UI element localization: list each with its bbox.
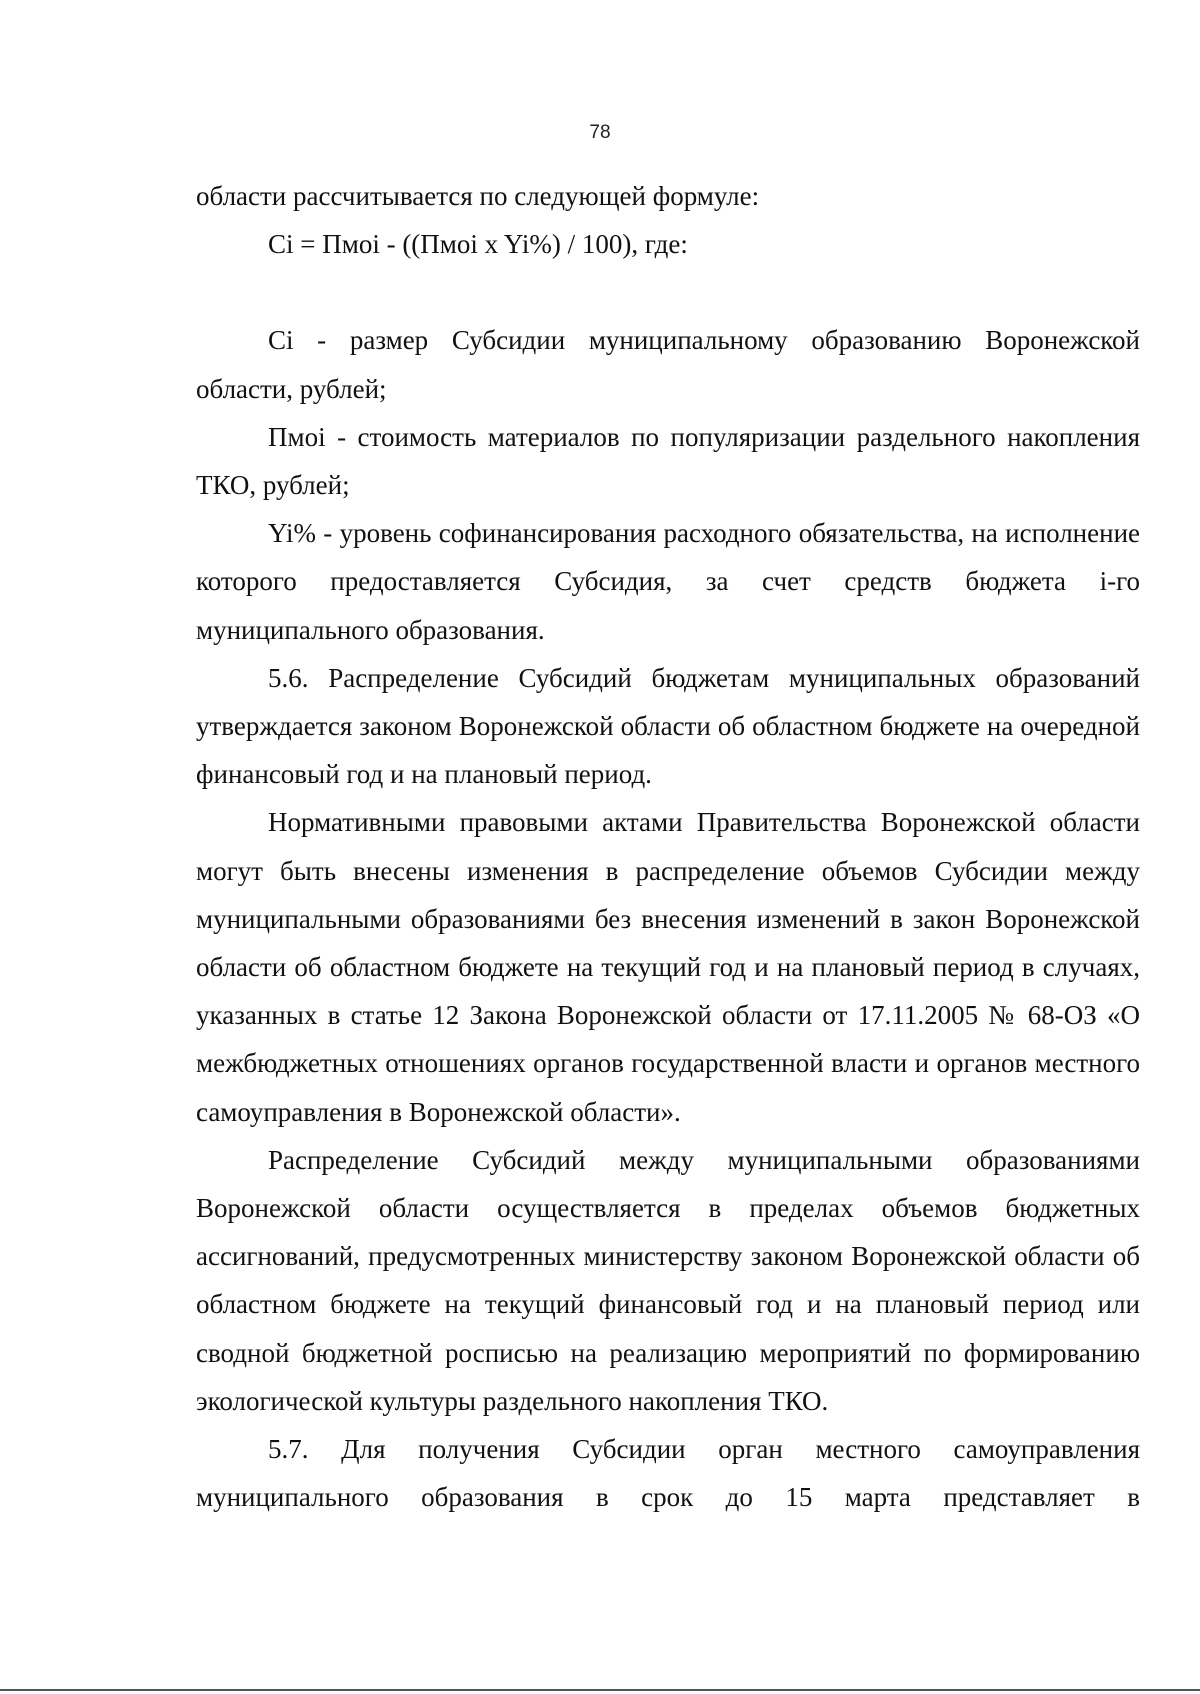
formula: Сi = Пмоi - ((Пмоi x Yi%) / 100), где: [268, 229, 688, 260]
definition-ci: Сi - размер Субсидии муниципальному образованию Воронежской области, рублей; [196, 325, 1140, 404]
spacer [196, 268, 1140, 316]
clause-5-6: 5.6. Распределение Субсидий бюджетам муниципальных образований утверждается законом Воронежской области об областном бюджете на очередной финансовый год и на плановый период. [196, 662, 1140, 790]
normative-acts-paragraph: Нормативными правовыми актами Правительства Воронежской области могут быть внесены изменения в распределение объемов Субсидии между муниципальными образованиями без внесения изменений в закон Воронежской области об областном бюджете на текущий год и на плановый период в случаях, указанных в статье 12 Закона Воронежской области от 17.11.2005 № 68-ОЗ «О межбюджетных отношениях органов государственной власти и органов местного самоуправления в Воронежской области». [196, 807, 1140, 1127]
document-body [196, 172, 1140, 1521]
definition-yi: Yi% - уровень софинансирования расходного обязательства, на исполнение которого предоставляется Субсидия, за счет средств бюджета i-го муниципального образования. [196, 518, 1140, 645]
definition-pmoi: Пмоi - стоимость материалов по популяризации раздельного накопления ТКО, рублей; [196, 421, 1140, 501]
page-number: 78 [589, 122, 611, 143]
intro-line: области рассчитывается по следующей формуле: [196, 181, 760, 211]
bottom-rule [0, 1689, 1200, 1691]
clause-5-7: 5.7. Для получения Субсидии орган местного самоуправления муниципального образования в срок до 15 марта представляет в [196, 1434, 1140, 1513]
distribution-paragraph: Распределение Субсидий между муниципальными образованиями Воронежской области осуществляется в пределах объемов бюджетных ассигнований, предусмотренных министерству законом Воронежской области об областном бюджете на текущий финансовый год и на плановый период или сводной бюджетной росписью на реализацию мероприятий по формированию экологической культуры раздельного накопления ТКО. [196, 1144, 1140, 1416]
